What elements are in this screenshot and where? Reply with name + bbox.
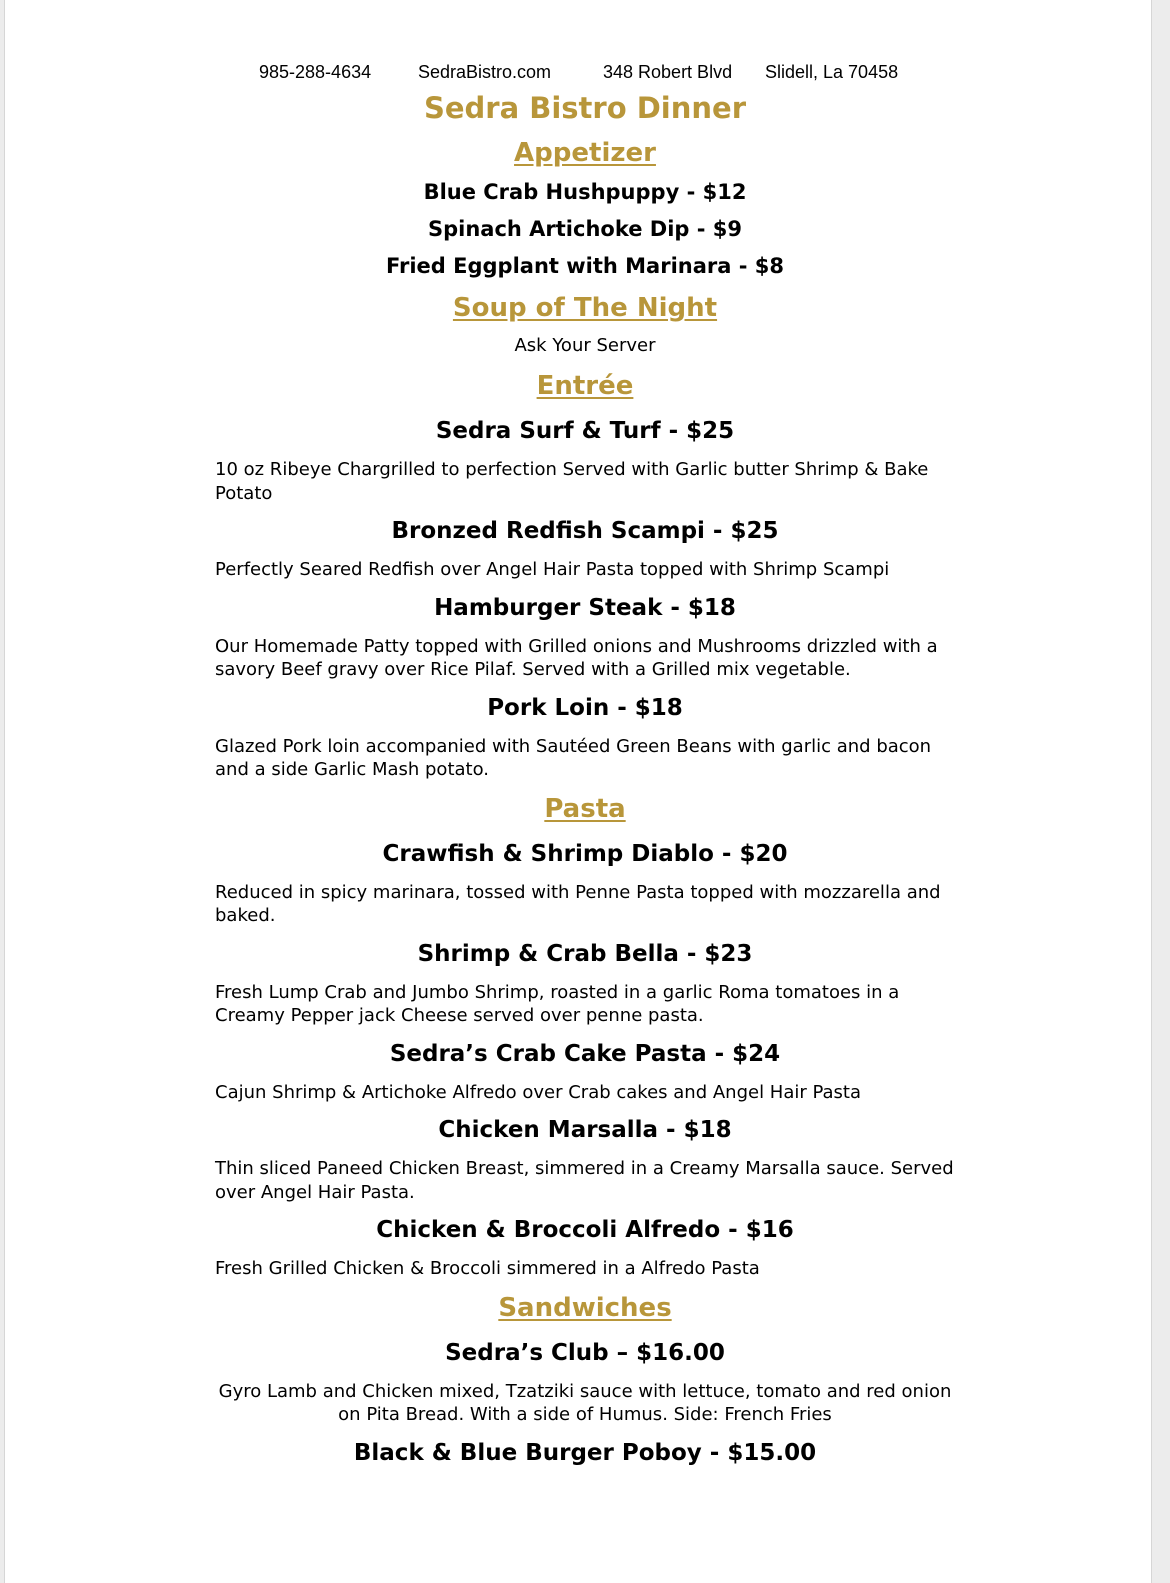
menu-item: Chicken Marsalla - $18 <box>438 1117 732 1143</box>
menu-item: Sedra Surf & Turf - $25 <box>435 418 735 444</box>
menu-item-description: Thin sliced Paneed Chicken Breast, simmered in a Creamy Marsalla sauce. Served over Angel Hair Pasta. <box>215 1158 954 1203</box>
menu-item: Chicken & Broccoli Alfredo - $16 <box>376 1217 794 1243</box>
section-heading-sandwiches: Sandwiches <box>498 1292 672 1323</box>
section-heading-pasta: Pasta <box>544 793 626 824</box>
menu-item-description: Our Homemade Patty topped with Grilled onions and Mushrooms drizzled with a savory Beef gravy over Rice Pilaf. Served with a Grilled mix vegetable. <box>215 635 938 680</box>
menu-item-description: Cajun Shrimp & Artichoke Alfredo over Crab cakes and Angel Hair Pasta <box>215 1081 862 1103</box>
menu-item: Blue Crab Hushpuppy - $12 <box>423 180 747 204</box>
menu-item: Sedra’s Club – $16.00 <box>445 1339 725 1366</box>
menu-item: Bronzed Redfish Scampi - $25 <box>391 518 779 544</box>
menu-content <box>0 86 1170 1474</box>
menu-item: Shrimp & Crab Bella - $23 <box>417 940 753 967</box>
contact-bar <box>0 62 1170 86</box>
menu-item: Hamburger Steak - $18 <box>434 594 736 621</box>
menu-item-description: Glazed Pork loin accompanied with Sautéed Green Beans with garlic and bacon and a side Garlic Mash potato. <box>215 735 932 780</box>
section-heading-soup: Soup of The Night <box>452 293 718 323</box>
menu-item-description: Fresh Grilled Chicken & Broccoli simmered in a Alfredo Pasta <box>215 1258 760 1279</box>
menu-item: Sedra’s Crab Cake Pasta - $24 <box>389 1040 781 1067</box>
menu-item-description: 10 oz Ribeye Chargrilled to perfection Served with Garlic butter Shrimp & Bake Potato <box>215 459 929 504</box>
phone-number: 985-288-4634 <box>259 62 372 82</box>
website-link[interactable]: SedraBistro.com <box>418 62 552 82</box>
menu-item: Black & Blue Burger Poboy - $15.00 <box>353 1439 817 1466</box>
menu-item-description: Reduced in spicy marinara, tossed with Penne Pasta topped with mozzarella and baked. <box>215 881 941 926</box>
menu-item: Crawfish & Shrimp Diablo - $20 <box>382 840 788 867</box>
menu-item-description: Gyro Lamb and Chicken mixed, Tzatziki sauce with lettuce, tomato and red onion on Pita Bread. With a side of Humus. Side: French Fries <box>218 1380 952 1425</box>
section-heading-entree: Entrée <box>536 371 634 401</box>
section-heading-appetizer: Appetizer <box>514 138 656 168</box>
soup-note: Ask Your Server <box>514 335 656 356</box>
menu-item: Fried Eggplant with Marinara - $8 <box>386 254 784 278</box>
menu-item-description: Perfectly Seared Redfish over Angel Hair Pasta topped with Shrimp Scampi <box>215 559 890 580</box>
menu-item: Spinach Artichoke Dip - $9 <box>427 217 743 241</box>
city-address: Slidell, La 70458 <box>765 62 899 82</box>
menu-item: Pork Loin - $18 <box>487 694 683 721</box>
menu-title: Sedra Bistro Dinner <box>423 91 747 125</box>
street-address: 348 Robert Blvd <box>603 62 733 82</box>
menu-item-description: Fresh Lump Crab and Jumbo Shrimp, roasted in a garlic Roma tomatoes in a Creamy Pepper jack Cheese served over penne pasta. <box>215 981 900 1026</box>
